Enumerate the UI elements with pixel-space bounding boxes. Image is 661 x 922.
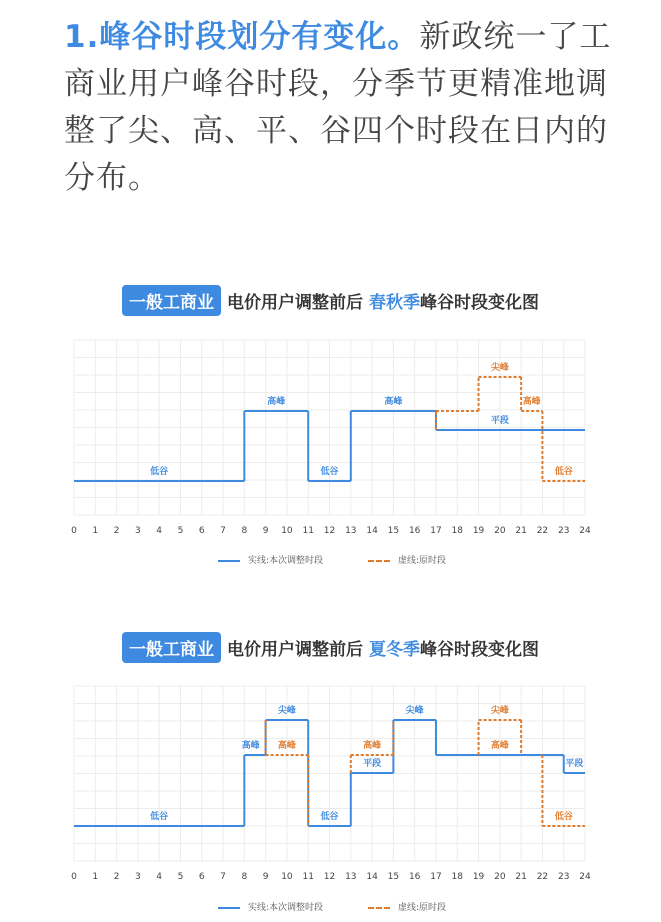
chart-title-summer-winter <box>0 632 661 663</box>
x-tick-label: 20 <box>494 872 506 882</box>
intro-highlight: 1.峰谷时段划分有变化。 <box>64 19 420 55</box>
x-tick-label: 5 <box>177 872 184 882</box>
annotation-label: 高峰 <box>267 397 286 407</box>
chart-summer-winter <box>0 686 661 886</box>
legend-solid-label: 实线:本次调整时段 <box>248 556 324 566</box>
chart-title-prefix: 电价用户调整前后 <box>227 293 364 313</box>
x-tick-label: 19 <box>472 526 485 536</box>
annotation-label: 平段 <box>363 759 382 769</box>
x-tick-label: 22 <box>536 872 549 882</box>
x-tick-label: 13 <box>345 526 357 536</box>
x-tick-label: 10 <box>281 526 293 536</box>
annotation-label: 尖峰 <box>277 706 296 716</box>
x-tick-label: 4 <box>156 526 163 536</box>
chart-title-prefix: 电价用户调整前后 <box>227 640 364 660</box>
x-tick-label: 7 <box>220 526 226 536</box>
x-tick-label: 10 <box>281 872 293 882</box>
annotation-label: 低谷 <box>554 467 573 477</box>
legend-dashed-swatch <box>368 560 390 562</box>
legend-solid-label: 实线:本次调整时段 <box>248 903 324 913</box>
x-tick-label: 17 <box>430 526 442 536</box>
legend-dashed-swatch <box>368 907 390 909</box>
x-tick-label: 20 <box>494 526 506 536</box>
x-tick-label: 1 <box>92 872 99 882</box>
x-tick-label: 23 <box>557 872 570 882</box>
x-tick-label: 1 <box>92 526 99 536</box>
x-tick-label: 16 <box>408 526 421 536</box>
x-tick-label: 8 <box>241 526 248 536</box>
intro-body: 新政统一了工商业用户峰谷时段，分季节更精准地调整了尖、高、平、谷四个时段在日内的分布。 <box>64 19 612 196</box>
annotation-label: 低谷 <box>554 812 573 822</box>
chart-title-spring-autumn <box>0 285 661 316</box>
legend-dashed <box>368 553 446 566</box>
x-tick-label: 11 <box>302 872 314 882</box>
chart-title-season: 春秋季 <box>368 293 420 313</box>
x-tick-label: 8 <box>241 872 248 882</box>
legend-dashed-label: 虚线:原时段 <box>398 556 447 566</box>
chart-title-season: 夏冬季 <box>368 640 420 660</box>
x-tick-label: 4 <box>156 872 163 882</box>
chart-spring-autumn <box>0 340 661 540</box>
x-tick-label: 5 <box>177 526 184 536</box>
x-tick-label: 17 <box>430 872 442 882</box>
x-tick-label: 23 <box>557 526 570 536</box>
annotation-label: 尖峰 <box>405 706 424 716</box>
annotation-label: 低谷 <box>150 812 169 822</box>
x-tick-label: 21 <box>515 526 527 536</box>
chart-title-suffix: 峰谷时段变化图 <box>419 640 539 660</box>
x-tick-label: 15 <box>387 872 400 882</box>
x-tick-label: 7 <box>220 872 226 882</box>
legend-dashed-label: 虚线:原时段 <box>398 903 447 913</box>
x-tick-label: 19 <box>472 872 485 882</box>
intro-paragraph <box>64 14 612 202</box>
legend-solid-swatch <box>218 907 240 909</box>
legend-solid <box>218 553 323 566</box>
x-tick-label: 9 <box>262 526 269 536</box>
annotation-label: 低谷 <box>320 812 339 822</box>
x-tick-label: 15 <box>387 526 400 536</box>
annotation-label: 高峰 <box>363 741 382 751</box>
annotation-label: 低谷 <box>320 467 339 477</box>
x-tick-label: 21 <box>515 872 527 882</box>
annotation-label: 高峰 <box>490 741 509 751</box>
x-tick-label: 14 <box>366 872 378 882</box>
chart-title-suffix: 峰谷时段变化图 <box>419 293 539 313</box>
x-tick-label: 18 <box>451 526 463 536</box>
x-tick-label: 12 <box>323 526 336 536</box>
x-tick-label: 6 <box>198 872 205 882</box>
annotation-label: 高峰 <box>277 741 296 751</box>
x-tick-label: 22 <box>536 526 549 536</box>
x-tick-label: 16 <box>408 872 421 882</box>
x-tick-label: 11 <box>302 526 314 536</box>
x-tick-label: 12 <box>323 872 336 882</box>
x-tick-label: 3 <box>135 526 141 536</box>
x-tick-label: 18 <box>451 872 463 882</box>
annotation-label: 尖峰 <box>490 706 509 716</box>
x-tick-label: 0 <box>71 526 77 536</box>
annotation-label: 高峰 <box>241 741 260 751</box>
annotation-label: 平段 <box>490 416 509 426</box>
legend-dashed <box>368 900 446 913</box>
x-tick-label: 3 <box>135 872 141 882</box>
x-tick-label: 2 <box>113 526 120 536</box>
x-tick-label: 9 <box>262 872 269 882</box>
x-tick-label: 24 <box>579 872 591 882</box>
x-tick-label: 13 <box>345 872 357 882</box>
annotation-label: 尖峰 <box>490 363 509 373</box>
x-tick-label: 24 <box>579 526 591 536</box>
x-tick-label: 14 <box>366 526 378 536</box>
x-tick-label: 0 <box>71 872 77 882</box>
annotation-label: 平段 <box>565 759 584 769</box>
legend-solid <box>218 900 323 913</box>
annotation-label: 高峰 <box>522 397 541 407</box>
annotation-label: 高峰 <box>384 397 403 407</box>
legend-solid-swatch <box>218 560 240 562</box>
annotation-label: 低谷 <box>150 467 169 477</box>
chart-title-badge: 一般工商业 <box>122 632 221 663</box>
x-tick-label: 6 <box>198 526 205 536</box>
chart-title-badge: 一般工商业 <box>122 285 221 316</box>
x-tick-label: 2 <box>113 872 120 882</box>
